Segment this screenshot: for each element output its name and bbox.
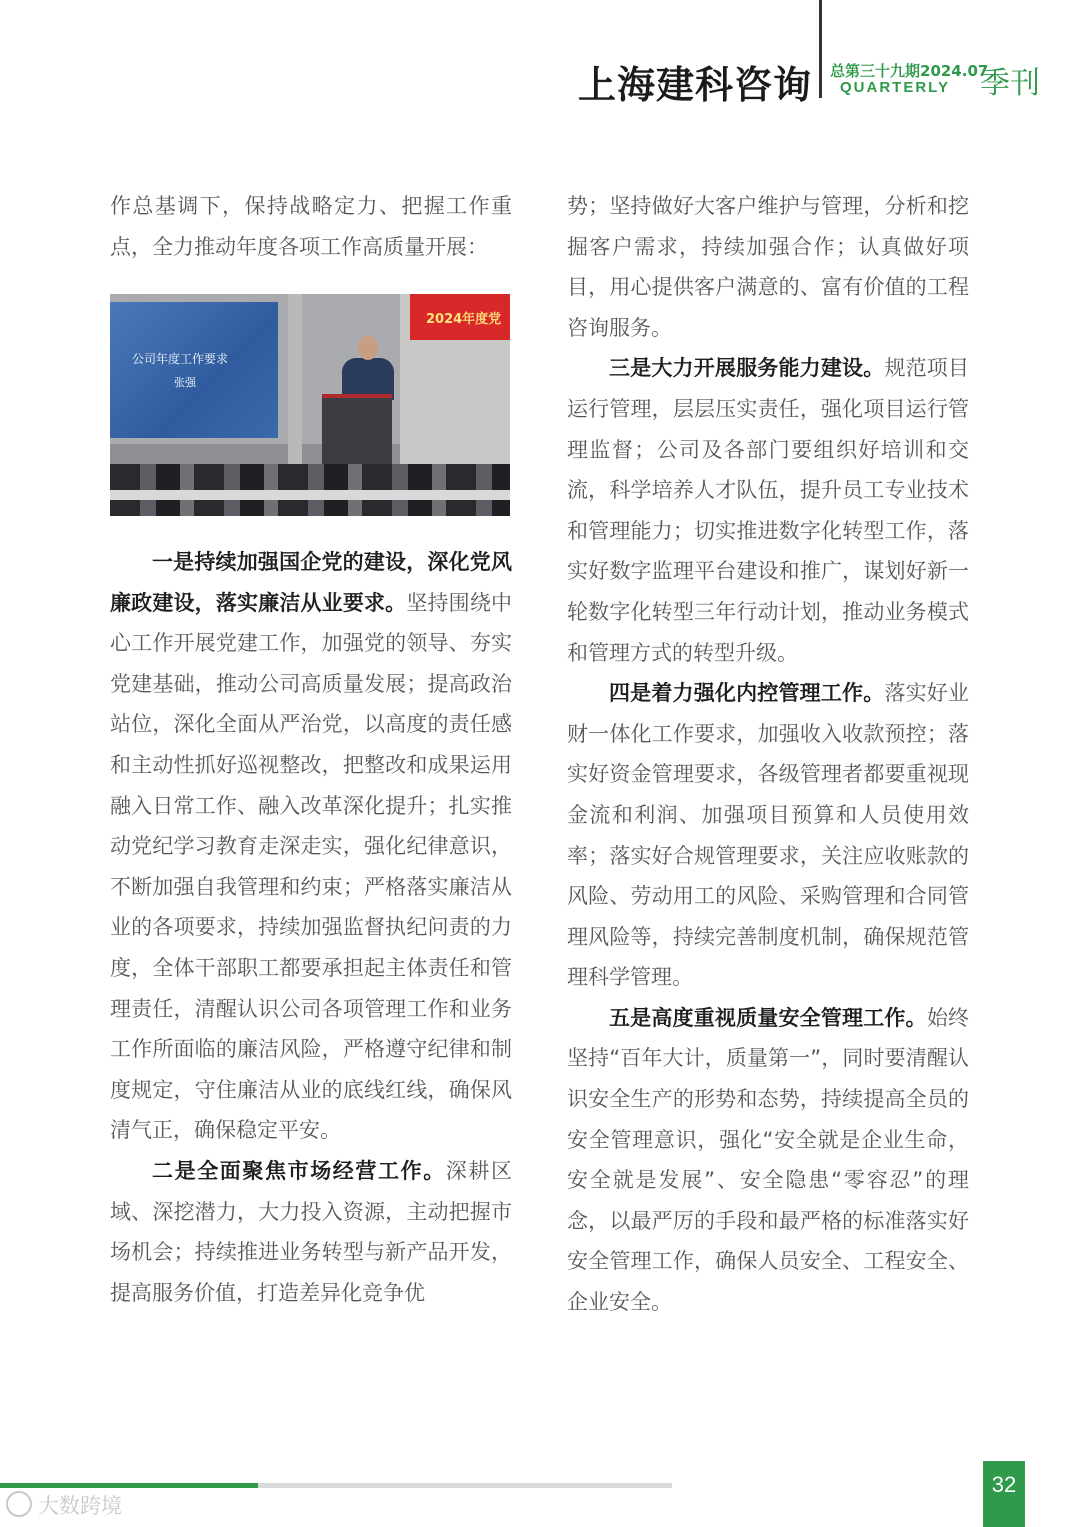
screen-title: 公司年度工作要求 — [132, 352, 229, 366]
header-divider — [819, 0, 822, 98]
left-column-body — [110, 542, 512, 1313]
magazine-title: 上海建科咨询 — [578, 63, 813, 107]
paragraph-two-continued: 势；坚持做好大客户维护与管理，分析和挖掘客户需求，持续加强合作；认真做好项目，用心提供客户满意的、富有价值的工程咨询服务。 — [567, 194, 969, 340]
paragraph-five — [567, 998, 969, 1323]
paragraph-one — [110, 542, 512, 1151]
watermark — [6, 1490, 122, 1520]
paragraph-one-lead: 一是持续加强国企党的建设，深化党风廉政建设，落实廉洁从业要求。 — [110, 550, 512, 615]
podium — [322, 398, 392, 474]
paragraph-three-lead: 三是大力开展服务能力建设。 — [609, 356, 885, 381]
paragraph-one-text: 坚持围绕中心工作开展党建工作，加强党的领导、夯实党建基础，推动公司高质量发展；提高政治站位，深化全面从严治党，以高度的责任感和主动性抓好巡视整改，把整改和成果运用融入日常工作、融入改革深化提升；扎实推动党纪学习教育走深走实，强化纪律意识，不断加强自我管理和约束；严格落实廉洁从业的各项要求，持续加强监督执纪问责的力度，全体干部职工都要承担起主体责任和管理责任，清醒认识公司各项管理工作和业务工作所面临的廉洁风险，严格遵守纪律和制度规定，守住廉洁从业的底线红线，确保风清气正，确保稳定平安。 — [110, 590, 513, 1143]
watermark-logo-icon — [6, 1491, 32, 1517]
speaker-head — [358, 336, 378, 360]
paragraph-four-text: 落实好业财一体化工作要求，加强收入收款预控；落实好资金管理要求，各级管理者都要重视现金流和利润、加强项目预算和人员使用效率；落实好合规管理要求，关注应收账款的风险、劳动用工的风险、采购管理和合同管理风险等，持续完善制度机制，确保规范管理科学管理。 — [567, 681, 969, 990]
footer-rule-accent — [0, 1483, 258, 1488]
paragraph-five-text: 始终坚持“百年大计，质量第一”，同时要清醒认识安全生产的形势和态势，持续提高全员的安全管理意识，强化“安全就是企业生命，安全就是发展”、安全隐患“零容忍”的理念，以最严厉的手段和最严格的标准落实好安全管理工作，确保人员安全、工程安全、企业安全。 — [567, 1005, 969, 1315]
intro-paragraph: 作总基调下，保持战略定力、把握工作重点，全力推动年度各项工作高质量开展： — [110, 194, 512, 259]
paragraph-two-lead: 二是全面聚焦市场经营工作。 — [152, 1158, 446, 1183]
paragraph-four — [567, 673, 969, 998]
projection-screen — [110, 302, 278, 438]
banner-text: 2024年度党 — [426, 312, 502, 327]
quarterly-label-en: QUARTERLY — [840, 79, 950, 96]
quarterly-label-cn: 季刊 — [980, 66, 1040, 101]
right-column-body — [567, 186, 969, 1323]
paragraph-four-lead: 四是着力强化内控管理工作。 — [609, 681, 885, 706]
paragraph-three — [567, 348, 969, 673]
paragraph-three-text: 规范项目运行管理，层层压实责任，强化项目运行管理监督；公司及各部门要组织好培训和交流，科学培养人才队伍，提升员工专业技术和管理能力；切实推进数字化转型工作，落实好数字监理平台建设和推广，谋划好新一轮数字化转型三年行动计划，推动业务模式和管理方式的转型升级。 — [567, 356, 969, 665]
paragraph-two-text: 深耕区域、深挖潜力，大力投入资源，主动把握市场机会；持续推进业务转型与新产品开发，提高服务价值，打造差异化竞争优 — [110, 1158, 513, 1305]
paragraph-two — [110, 1151, 512, 1313]
left-column-intro — [110, 186, 512, 267]
page-number: 32 — [991, 1472, 1017, 1497]
issue-number: 总第三十九期2024.07 — [830, 62, 989, 80]
screen-subtitle: 张强 — [174, 376, 196, 389]
meeting-photo — [110, 294, 510, 516]
watermark-text: 大数跨境 — [38, 1494, 122, 1518]
audience-desk — [110, 490, 510, 500]
paragraph-five-lead: 五是高度重视质量安全管理工作。 — [609, 1005, 927, 1030]
